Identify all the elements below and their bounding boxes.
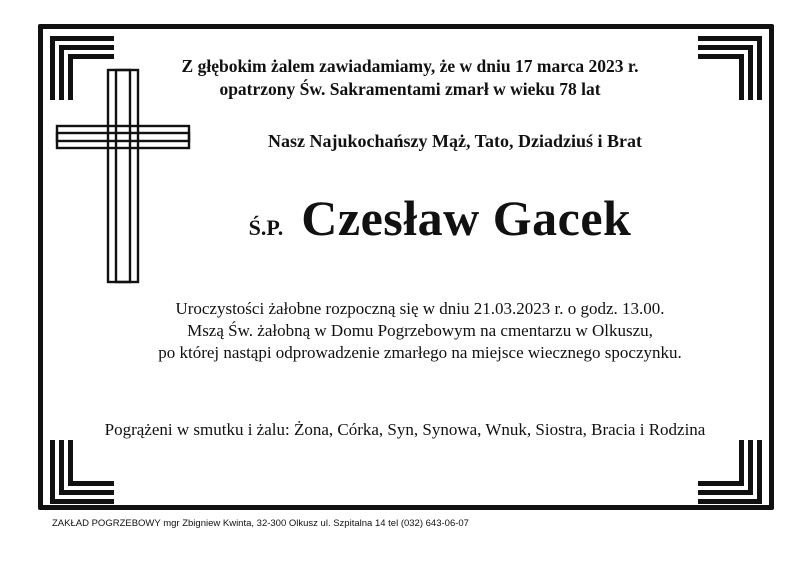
relation-line: Nasz Najukochańszy Mąż, Tato, Dziadziuś i Brat <box>267 131 642 151</box>
announcement-line-2: opatrzony Św. Sakramentami zmarł w wieku 78 lat <box>219 79 601 99</box>
corner-ornament-bottom-left <box>50 440 114 504</box>
deceased-name-row <box>40 189 800 247</box>
funeral-details <box>20 298 800 364</box>
deceased-name: Czesław Gacek <box>301 190 632 246</box>
funeral-line-2: Mszą Św. żałobną w Domu Pogrzebowym na cmentarzu w Olkuszu, <box>187 321 653 340</box>
announcement-line-1: Z głębokim żalem zawiadamiamy, że w dniu 17 marca 2023 r. <box>181 56 639 76</box>
announcement <box>10 55 800 101</box>
sp-prefix: Ś.P. <box>248 215 284 240</box>
funeral-line-3: po której nastąpi odprowadzenie zmarłego na miejsce wiecznego spoczynku. <box>158 343 682 362</box>
funeral-line-1: Uroczystości żałobne rozpoczną się w dniu 21.03.2023 r. o godz. 13.00. <box>175 299 665 318</box>
mourners-line: Pogrążeni w smutku i żalu: Żona, Córka, Syn, Synowa, Wnuk, Siostra, Bracia i Rodzina <box>104 420 706 439</box>
funeral-home-footer: ZAKŁAD POGRZEBOWY mgr Zbigniew Kwinta, 32-300 Olkusz ul. Szpitalna 14 tel (032) 643-06-07 <box>52 518 469 529</box>
corner-ornament-bottom-right <box>698 440 762 504</box>
